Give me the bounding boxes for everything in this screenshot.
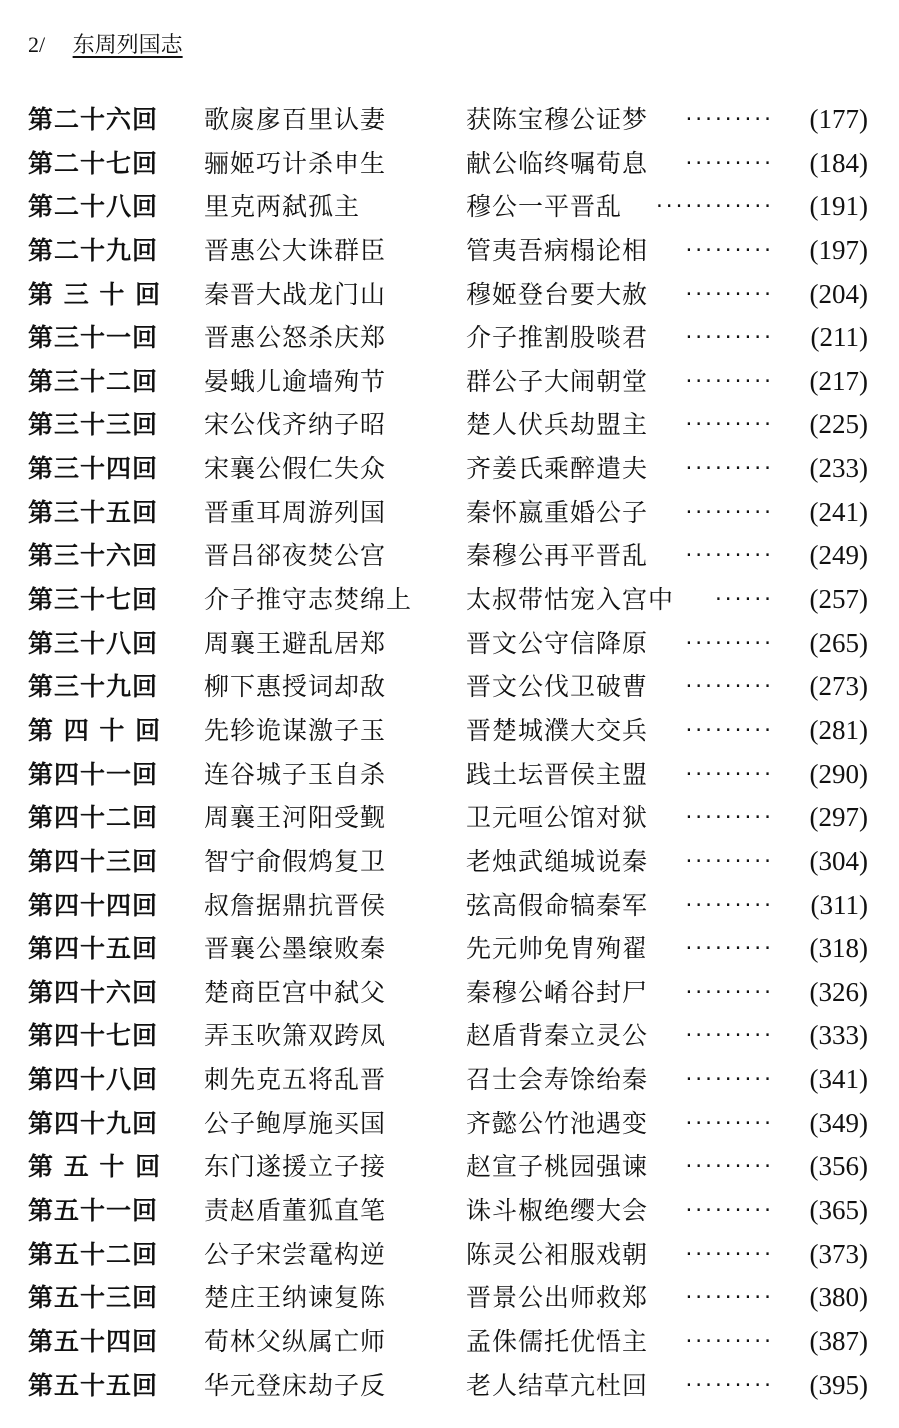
leader-dots: ·········: [683, 807, 772, 829]
toc-entry[interactable]: [28, 840, 868, 884]
leader-dots: ·········: [683, 1112, 772, 1134]
toc-entry[interactable]: [28, 1233, 868, 1277]
chapter-title-second: 践土坛晋侯主盟: [466, 759, 649, 789]
toc-entry[interactable]: [28, 98, 868, 142]
page-reference: (233): [809, 453, 868, 484]
chapter-title-second: 孟侏儒托优悟主: [466, 1326, 649, 1356]
toc-entry[interactable]: [28, 1014, 868, 1058]
chapter-title-second: 群公子大闹朝堂: [466, 366, 649, 396]
chapter-title-first: 先轸诡谋激子玉: [204, 715, 387, 745]
chapter-title-first: 里克两弑孤主: [204, 192, 361, 222]
chapter-title-first: 连谷城子玉自杀: [204, 759, 387, 789]
leader-dots: ·········: [683, 938, 772, 960]
toc-entry[interactable]: [28, 796, 868, 840]
chapter-title-first: 周襄王避乱居郑: [204, 628, 387, 658]
chapter-title-second: 秦穆公再平晋乱: [466, 541, 649, 571]
page-reference: (333): [809, 1020, 868, 1051]
page-reference: (311): [810, 889, 868, 920]
chapter-number: 第四十一回: [28, 759, 159, 789]
chapter-number: 第五十二回: [28, 1239, 159, 1269]
toc-entry[interactable]: [28, 753, 868, 797]
toc-entry[interactable]: [28, 447, 868, 491]
chapter-number: 第三十三回: [28, 410, 159, 440]
chapter-title-second: 老人结草亢杜回: [466, 1370, 649, 1400]
chapter-title-first: 歌扊扅百里认妻: [204, 105, 387, 134]
chapter-number: 第二十六回: [28, 105, 159, 134]
chapter-number: 第四十五回: [28, 934, 159, 964]
leader-dots: ·········: [683, 370, 772, 392]
toc-entry[interactable]: [28, 622, 868, 666]
chapter-title-first: 秦晋大战龙门山: [204, 279, 387, 309]
chapter-number: 第 五 十 回: [28, 1152, 162, 1182]
toc-entry[interactable]: [28, 709, 868, 753]
chapter-title-first: 晋惠公怒杀庆郑: [204, 323, 387, 353]
chapter-title-second: 秦怀嬴重婚公子: [466, 497, 649, 527]
toc-entry[interactable]: [28, 229, 868, 273]
chapter-number: 第四十三回: [28, 846, 159, 876]
page-reference: (281): [809, 714, 868, 745]
chapter-title-first: 晋吕郤夜焚公宫: [204, 541, 387, 571]
chapter-number: 第四十六回: [28, 977, 159, 1007]
chapter-title-first: 荀林父纵属亡师: [204, 1326, 387, 1356]
chapter-number: 第三十二回: [28, 366, 159, 396]
chapter-title-first: 责赵盾董狐直笔: [204, 1196, 387, 1226]
toc-entry[interactable]: [28, 927, 868, 971]
leader-dots: ·········: [683, 414, 772, 436]
chapter-title-first: 介子推守志焚绵上: [204, 585, 413, 615]
leader-dots: ············: [653, 196, 772, 218]
chapter-title-second: 诛斗椒绝缨大会: [466, 1196, 649, 1226]
page-reference: (204): [809, 278, 868, 309]
chapter-number: 第四十四回: [28, 890, 159, 920]
chapter-number: 第四十九回: [28, 1108, 159, 1138]
toc-entry[interactable]: [28, 273, 868, 317]
page-reference: (365): [809, 1195, 868, 1226]
leader-dots: ·········: [683, 850, 772, 872]
chapter-title-second: 获陈宝穆公证梦: [466, 105, 649, 134]
leader-dots: ·········: [683, 152, 772, 174]
page-reference: (349): [809, 1107, 868, 1138]
leader-dots: ·········: [683, 283, 772, 305]
toc-entry[interactable]: [28, 316, 868, 360]
chapter-title-first: 晋襄公墨缞败秦: [204, 934, 387, 964]
chapter-number: 第三十九回: [28, 672, 159, 702]
leader-dots: ·········: [683, 1156, 772, 1178]
chapter-title-second: 太叔带怙宠入宫中: [466, 585, 675, 615]
toc-entry[interactable]: [28, 142, 868, 186]
page-reference: (191): [809, 191, 868, 222]
leader-dots: ······: [712, 589, 772, 611]
page-reference: (395): [809, 1369, 868, 1400]
page-reference: (211): [810, 322, 868, 353]
leader-dots: ·········: [683, 894, 772, 916]
leader-dots: ·········: [683, 545, 772, 567]
chapter-number: 第四十八回: [28, 1065, 159, 1095]
toc-entry[interactable]: [28, 1145, 868, 1189]
chapter-title-second: 齐姜氏乘醉遣夫: [466, 454, 649, 484]
toc-entry[interactable]: [28, 1102, 868, 1146]
leader-dots: ·········: [683, 981, 772, 1003]
chapter-title-second: 介子推割股啖君: [466, 323, 649, 353]
chapter-number: 第三十四回: [28, 454, 159, 484]
chapter-title-second: 晋文公伐卫破曹: [466, 672, 649, 702]
chapter-title-second: 先元帅免胄殉翟: [466, 934, 649, 964]
chapter-title-second: 卫元咺公馆对狱: [466, 803, 649, 833]
page-reference: (387): [809, 1325, 868, 1356]
toc-entry[interactable]: [28, 534, 868, 578]
chapter-title-first: 晋惠公大诛群臣: [204, 235, 387, 265]
toc-entry[interactable]: [28, 1058, 868, 1102]
page-reference: (304): [809, 845, 868, 876]
chapter-title-second: 弦高假命犒秦军: [466, 890, 649, 920]
chapter-title-first: 华元登床劫子反: [204, 1370, 387, 1400]
chapter-title-first: 晏蛾儿逾墙殉节: [204, 366, 387, 396]
toc-entry[interactable]: [28, 578, 868, 622]
toc-entry[interactable]: [28, 971, 868, 1015]
leader-dots: ·········: [683, 1069, 772, 1091]
chapter-title-first: 公子鲍厚施买国: [204, 1108, 387, 1138]
page-reference: (197): [809, 234, 868, 265]
chapter-title-first: 柳下惠授词却敌: [204, 672, 387, 702]
leader-dots: ·········: [683, 239, 772, 261]
leader-dots: ·········: [683, 1243, 772, 1265]
leader-dots: ·········: [683, 1374, 772, 1396]
chapter-number: 第五十一回: [28, 1196, 159, 1226]
page-reference: (356): [809, 1151, 868, 1182]
leader-dots: ·········: [683, 1200, 772, 1222]
leader-dots: ·········: [683, 676, 772, 698]
page-reference: (241): [809, 496, 868, 527]
chapter-number: 第二十八回: [28, 192, 159, 222]
page-reference: (257): [809, 584, 868, 615]
leader-dots: ·········: [683, 501, 772, 523]
toc-entry[interactable]: [28, 1189, 868, 1233]
chapter-title-first: 宋襄公假仁失众: [204, 454, 387, 484]
leader-dots: ·········: [683, 1287, 772, 1309]
chapter-title-first: 楚商臣宫中弑父: [204, 977, 387, 1007]
chapter-number: 第三十七回: [28, 585, 159, 615]
page-reference: (265): [809, 627, 868, 658]
chapter-number: 第五十五回: [28, 1370, 159, 1400]
chapter-title-second: 晋文公守信降原: [466, 628, 649, 658]
toc-entry[interactable]: [28, 665, 868, 709]
toc-entry[interactable]: [28, 1364, 868, 1408]
chapter-number: 第四十二回: [28, 803, 159, 833]
chapter-title-first: 智宁俞假鸩复卫: [204, 846, 387, 876]
toc-entry[interactable]: [28, 491, 868, 535]
page-reference: (373): [809, 1238, 868, 1269]
chapter-title-second: 管夷吾病榻论相: [466, 235, 649, 265]
chapter-number: 第五十四回: [28, 1326, 159, 1356]
toc-entry[interactable]: [28, 185, 868, 229]
chapter-number: 第五十三回: [28, 1283, 159, 1313]
chapter-title-first: 周襄王河阳受觐: [204, 803, 387, 833]
page-reference: (225): [809, 409, 868, 440]
toc-entry[interactable]: [28, 360, 868, 404]
chapter-title-first: 骊姬巧计杀申生: [204, 148, 387, 178]
page-reference: (273): [809, 671, 868, 702]
page-reference: (380): [809, 1282, 868, 1313]
chapter-title-second: 秦穆公崤谷封尸: [466, 977, 649, 1007]
leader-dots: ·········: [683, 1330, 772, 1352]
chapter-title-second: 晋楚城濮大交兵: [466, 715, 649, 745]
page-header: [28, 30, 183, 60]
page-reference: (318): [809, 933, 868, 964]
book-title: 东周列国志: [72, 32, 183, 57]
chapter-title-first: 东门遂援立子接: [204, 1152, 387, 1182]
chapter-title-first: 楚庄王纳谏复陈: [204, 1283, 387, 1313]
leader-dots: ·········: [683, 719, 772, 741]
page-reference: (184): [809, 147, 868, 178]
chapter-title-first: 叔詹据鼎抗晋侯: [204, 890, 387, 920]
page-number: 2/: [28, 32, 46, 57]
chapter-title-second: 赵宣子桃园强谏: [466, 1152, 649, 1182]
chapter-title-first: 晋重耳周游列国: [204, 497, 387, 527]
leader-dots: ·········: [683, 632, 772, 654]
chapter-number: 第三十六回: [28, 541, 159, 571]
table-of-contents: [28, 98, 868, 1407]
chapter-title-second: 献公临终嘱荀息: [466, 148, 649, 178]
leader-dots: ·········: [683, 109, 772, 130]
chapter-title-second: 陈灵公衵服戏朝: [466, 1239, 649, 1269]
toc-entry[interactable]: [28, 403, 868, 447]
chapter-title-first: 弄玉吹箫双跨凤: [204, 1021, 387, 1051]
chapter-title-second: 齐懿公竹池遇变: [466, 1108, 649, 1138]
chapter-title-second: 赵盾背秦立灵公: [466, 1021, 649, 1051]
chapter-number: 第三十八回: [28, 628, 159, 658]
page-reference: (177): [809, 104, 868, 134]
chapter-title-first: 宋公伐齐纳子昭: [204, 410, 387, 440]
chapter-number: 第二十七回: [28, 148, 159, 178]
leader-dots: ·········: [683, 458, 772, 480]
page-reference: (297): [809, 802, 868, 833]
toc-entry[interactable]: [28, 1320, 868, 1364]
page-reference: (217): [809, 365, 868, 396]
leader-dots: ·········: [683, 763, 772, 785]
page-reference: (341): [809, 1064, 868, 1095]
chapter-number: 第三十五回: [28, 497, 159, 527]
toc-entry[interactable]: [28, 1276, 868, 1320]
toc-entry[interactable]: [28, 884, 868, 928]
leader-dots: ·········: [683, 327, 772, 349]
chapter-number: 第 三 十 回: [28, 279, 162, 309]
page-reference: (290): [809, 758, 868, 789]
chapter-number: 第四十七回: [28, 1021, 159, 1051]
chapter-title-second: 老烛武缒城说秦: [466, 846, 649, 876]
leader-dots: ·········: [683, 1025, 772, 1047]
chapter-title-second: 召士会寿馀绐秦: [466, 1065, 649, 1095]
chapter-title-second: 楚人伏兵劫盟主: [466, 410, 649, 440]
chapter-title-second: 穆公一平晋乱: [466, 192, 623, 222]
chapter-number: 第三十一回: [28, 323, 159, 353]
chapter-title-second: 晋景公出师救郑: [466, 1283, 649, 1313]
page-reference: (249): [809, 540, 868, 571]
chapter-title-second: 穆姬登台要大赦: [466, 279, 649, 309]
chapter-title-first: 公子宋尝鼋构逆: [204, 1239, 387, 1269]
chapter-number: 第 四 十 回: [28, 715, 162, 745]
chapter-title-first: 刺先克五将乱晋: [204, 1065, 387, 1095]
page-reference: (326): [809, 976, 868, 1007]
chapter-number: 第二十九回: [28, 235, 159, 265]
